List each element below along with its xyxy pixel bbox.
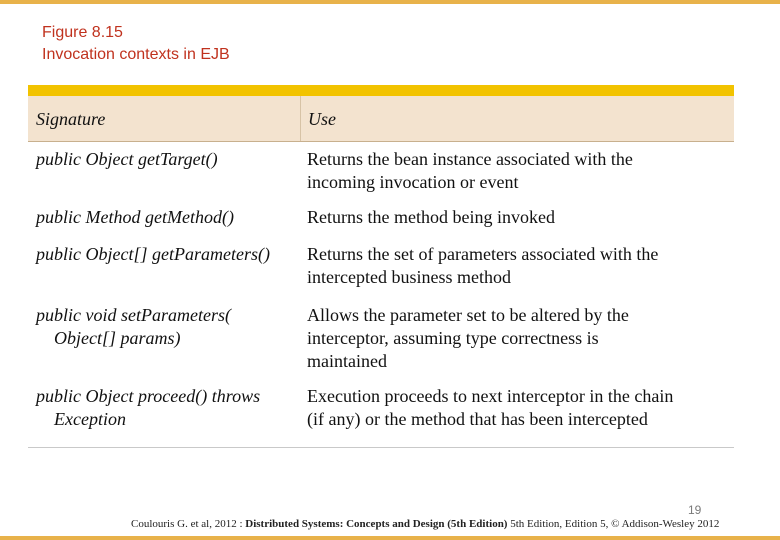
- header-signature: Signature: [36, 109, 106, 129]
- bottom-edge-bar: [0, 536, 780, 540]
- row-signature: public Object proceed() throws Exception: [36, 386, 261, 429]
- row-use: Returns the bean instance associated with the incoming invocation or event: [307, 149, 633, 192]
- figure-title: [42, 22, 230, 66]
- table-row: [28, 385, 734, 447]
- row-use: Execution proceeds to next interceptor in the chain (if any) or the method that has been intercepted: [307, 386, 674, 429]
- top-edge-bar: [0, 0, 780, 4]
- row-use: Returns the method being invoked: [307, 207, 555, 227]
- footer-suffix: 5th Edition, Edition 5, © Addison-Wesley 2012: [507, 518, 720, 530]
- row-signature: public Object[] getParameters(): [36, 244, 270, 264]
- page-number: 19: [688, 503, 702, 517]
- table-row: [28, 239, 734, 300]
- row-signature: public Method getMethod(): [36, 207, 234, 227]
- row-signature: public Object getTarget(): [36, 149, 218, 169]
- row-use: Returns the set of parameters associated with the intercepted business method: [307, 244, 659, 287]
- figure-caption: Invocation contexts in EJB: [42, 46, 230, 63]
- table-bottom-rule: [28, 447, 734, 448]
- table-accent-bar: [28, 85, 734, 96]
- table-header-row: [28, 96, 734, 142]
- footer-prefix: Coulouris G. et al, 2012 :: [131, 518, 246, 530]
- header-use: Use: [308, 109, 336, 129]
- table-row: [28, 202, 734, 239]
- citation-footer: [131, 518, 719, 530]
- footer-book-title: Distributed Systems: Concepts and Design (5th Edition): [245, 518, 508, 530]
- row-use: Allows the parameter set to be altered by the interceptor, assuming type correctness is maintained: [307, 305, 629, 371]
- table-row: [28, 142, 734, 202]
- figure-number: Figure 8.15: [42, 24, 123, 41]
- table-row: [28, 300, 734, 385]
- row-signature: public void setParameters( Object[] params): [36, 305, 231, 348]
- invocation-context-table: [28, 96, 734, 448]
